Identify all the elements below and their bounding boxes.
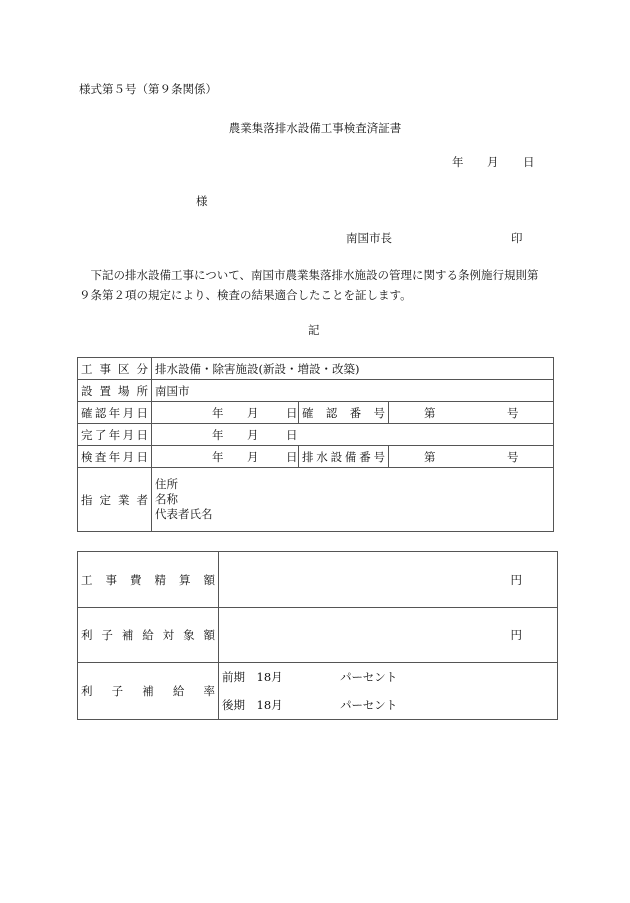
month-unit: 月 bbox=[247, 427, 259, 442]
day-unit: 日 bbox=[286, 449, 298, 464]
cost-yen: 円 bbox=[219, 552, 558, 608]
confirm-date-label: 確認年月日 bbox=[78, 402, 152, 424]
contractor-fields bbox=[152, 468, 554, 532]
year-unit: 年 bbox=[212, 427, 224, 442]
cost-label: 工事費精算額 bbox=[78, 552, 219, 608]
inspect-date-label: 検査年月日 bbox=[78, 446, 152, 468]
contractor-representative: 代表者氏名 bbox=[155, 507, 213, 521]
date-year: 年 bbox=[452, 155, 464, 169]
go-unit: 号 bbox=[507, 405, 519, 420]
second-term-percent: パーセント bbox=[340, 698, 398, 712]
date-month: 月 bbox=[487, 155, 499, 169]
first-term-percent: パーセント bbox=[340, 670, 398, 684]
document-title: 農業集落排水設備工事検査済証書 bbox=[228, 121, 402, 135]
rate-values bbox=[219, 663, 558, 720]
inspection-table bbox=[77, 357, 554, 532]
subsidy-target-yen: 円 bbox=[219, 608, 558, 663]
contractor-name: 名称 bbox=[155, 492, 178, 506]
month-unit: 月 bbox=[247, 405, 259, 420]
dai-unit: 第 bbox=[424, 449, 436, 464]
confirm-no-label: 確認番号 bbox=[299, 402, 389, 424]
dai-unit: 第 bbox=[424, 405, 436, 420]
location-label: 設置場所 bbox=[78, 380, 152, 402]
drain-no-field bbox=[389, 446, 554, 468]
location-value: 南国市 bbox=[152, 380, 554, 402]
subsidy-target-label: 利子補給対象額 bbox=[78, 608, 219, 663]
go-unit: 号 bbox=[507, 449, 519, 464]
confirm-date-field bbox=[152, 402, 299, 424]
rate-label: 利子補給率 bbox=[78, 663, 219, 720]
empty-cell bbox=[299, 424, 554, 446]
work-type-value: 排水設備・除害施設(新設・増設・改築) bbox=[152, 358, 554, 380]
body-line-2: ９条第２項の規定により、検査の結果適合したことを証します。 bbox=[79, 288, 412, 302]
contractor-address: 住所 bbox=[155, 477, 178, 491]
month-unit: 月 bbox=[247, 449, 259, 464]
first-term: 前期 18月 bbox=[222, 670, 283, 684]
inspect-date-field bbox=[152, 446, 299, 468]
cost-table bbox=[77, 551, 558, 720]
day-unit: 日 bbox=[286, 405, 298, 420]
confirm-no-field bbox=[389, 402, 554, 424]
second-term: 後期 18月 bbox=[222, 698, 283, 712]
form-number: 様式第５号（第９条関係） bbox=[79, 82, 217, 96]
year-unit: 年 bbox=[212, 405, 224, 420]
contractor-label: 指定業者 bbox=[78, 468, 152, 532]
complete-date-field bbox=[152, 424, 299, 446]
drain-no-label: 排水設備番号 bbox=[299, 446, 389, 468]
body-line-1: 下記の排水設備工事について、南国市農業集落排水施設の管理に関する条例施行規則第 bbox=[79, 268, 539, 282]
date-day: 日 bbox=[523, 155, 535, 169]
complete-date-label: 完了年月日 bbox=[78, 424, 152, 446]
work-type-label: 工事区分 bbox=[78, 358, 152, 380]
issuer: 南国市長 bbox=[346, 231, 392, 245]
day-unit: 日 bbox=[286, 427, 298, 442]
addressee-suffix: 様 bbox=[196, 194, 208, 208]
year-unit: 年 bbox=[212, 449, 224, 464]
ki-heading: 記 bbox=[308, 323, 320, 337]
seal-mark: 印 bbox=[511, 231, 523, 245]
